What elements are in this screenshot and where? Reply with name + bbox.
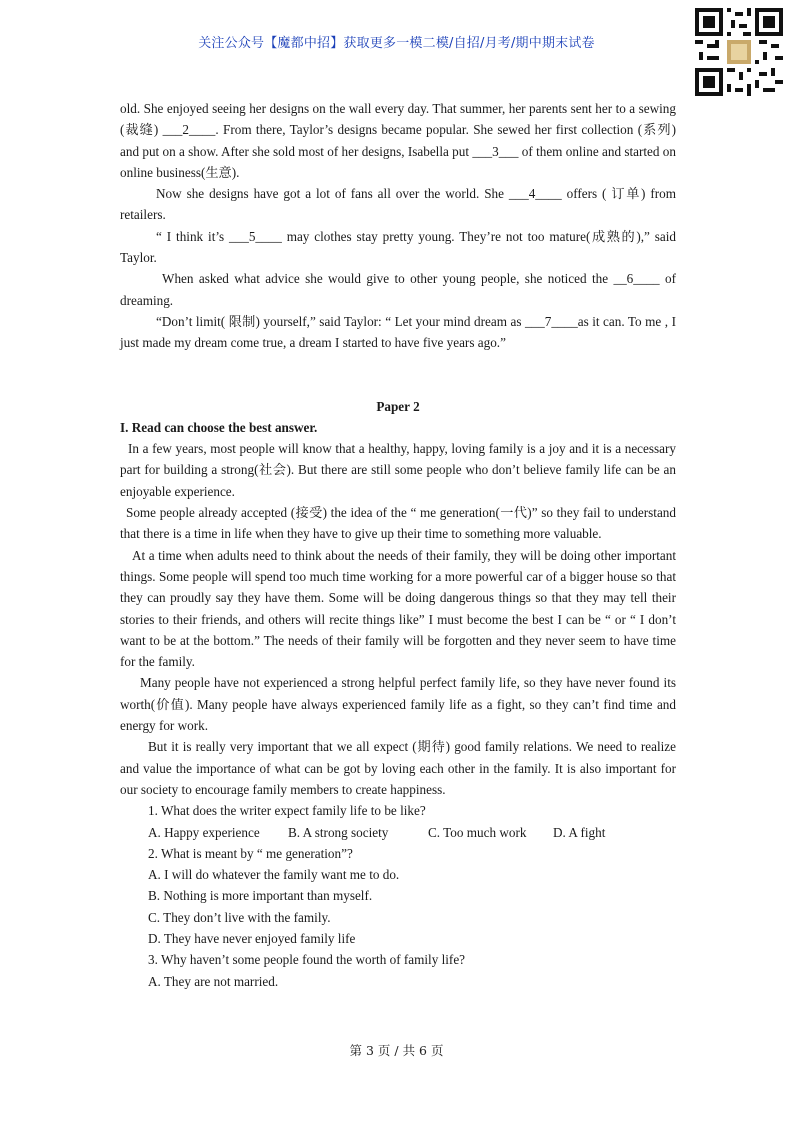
question-options	[120, 822, 676, 843]
question-stem: 1. What does the writer expect family life to be like?	[148, 803, 426, 819]
reading-paragraph: In a few years, most people will know that a healthy, happy, loving family is a joy and it is a necessary part for building a strong(社会). But there are still some people who don’t believe family life can be an enjoyable experience.	[120, 441, 676, 499]
option-a: A. They are not married.	[148, 973, 279, 989]
option-a: A. Happy experience	[148, 824, 260, 840]
option-b: B. A strong society	[288, 824, 389, 840]
passage1-paragraph: “ I think it’s ___5____ may clothes stay pretty young. They’re not too mature(成熟的),” said Taylor.	[120, 228, 676, 266]
reading-paragraph: Some people already accepted (接受) the idea of the “ me generation(一代)” so they fail to understand that there is a time in life when they have to give up their time to something more valuable.	[120, 505, 676, 542]
passage1-paragraph: old. She enjoyed seeing her designs on the wall every day. That summer, her parents sent her to a sewing (裁缝) ___2____. From there, Taylor’s designs became popular. She sewed her first collection (系列) and put on a show. After she sold most of her designs, Isabella put ___3___ of them online and started on online business(生意).	[120, 101, 676, 180]
qr-code-icon	[695, 8, 783, 96]
document-body	[120, 98, 676, 992]
reading-paragraph: At a time when adults need to think about the needs of their family, they will be doing other important things. Some people will spend too much time working for a more powerful car of a bigger house so that they can proudly say they have them. Some will be doing dangerous things so that they may tell their stories to their friends, and others will recite things like” I must become the best I can be “ or “ I don’t want to be at the bottom.” The needs of their family will be forgotten and they never seem to have time for the family.	[120, 547, 676, 670]
passage1-paragraph: Now she designs have got a lot of fans all over the world. She ___4____ offers ( 订单) from retailers.	[120, 186, 676, 223]
passage1-paragraph: When asked what advice she would give to other young people, she noticed the __6____ of dreaming.	[120, 271, 676, 308]
reading-paragraph: Many people have not experienced a strong helpful perfect family life, so they have never found its worth(价值). Many people have always experienced family life as a fight, so they can’t find time and energy for work.	[120, 675, 676, 734]
reading-paragraph: But it is really very important that we all expect (期待) good family relations. We need to realize and value the importance of what can be got by loving each other in the family. It is also important for our society to encourage family members to create happiness.	[120, 739, 676, 797]
option-c: C. Too much work	[428, 824, 527, 840]
option-c: C. They don’t live with the family.	[148, 909, 331, 925]
promo-banner: 关注公众号【魔都中招】获取更多一模二模/自招/月考/期中期末试卷	[198, 36, 595, 51]
question-stem: 3. Why haven’t some people found the worth of family life?	[148, 952, 466, 968]
option-d: D. They have never enjoyed family life	[148, 930, 356, 946]
paper-title: Paper 2	[376, 398, 420, 414]
option-a: A. I will do whatever the family want me to do.	[148, 867, 400, 883]
passage1-paragraph: “Don’t limit( 限制) yourself,” said Taylor: “ Let your mind dream as ___7____as it can. To me , I just made my dream come true, a dream I started to have five years ago.”	[120, 313, 676, 351]
spacer	[120, 354, 676, 396]
question-stem: 2. What is meant by “ me generation”?	[148, 845, 353, 861]
page-number: 第 3 页 / 共 6 页	[349, 1043, 444, 1058]
section-heading: I. Read can choose the best answer.	[120, 419, 318, 435]
option-b: B. Nothing is more important than myself.	[148, 888, 373, 904]
option-d: D. A fight	[553, 824, 606, 840]
